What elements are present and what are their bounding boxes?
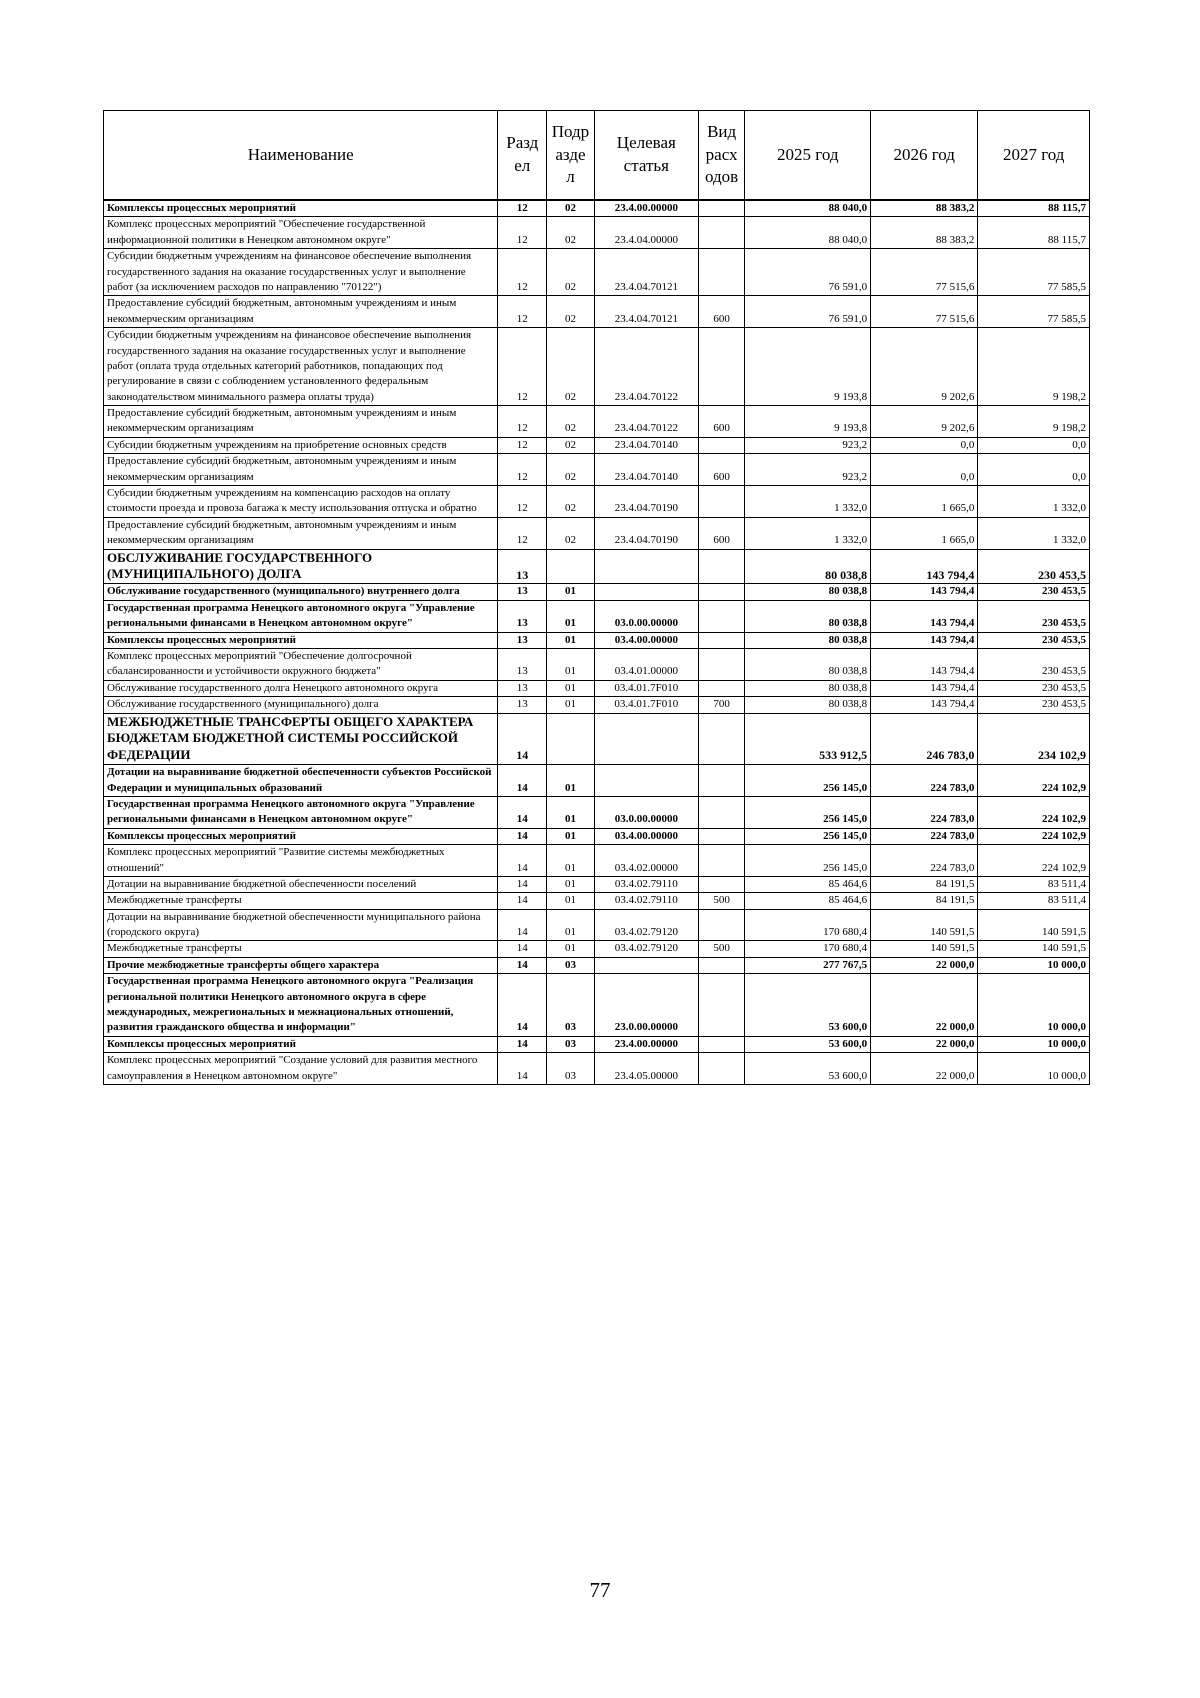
cell-expense-type <box>698 765 745 797</box>
cell-2025: 88 040,0 <box>745 200 871 217</box>
cell-2026: 88 383,2 <box>871 200 978 217</box>
cell-section: 14 <box>498 1036 547 1052</box>
cell-name: Комплексы процессных мероприятий <box>104 632 498 648</box>
cell-expense-type <box>698 600 745 632</box>
cell-name: Комплексы процессных мероприятий <box>104 828 498 844</box>
cell-2027: 230 453,5 <box>978 648 1090 680</box>
cell-2025: 76 591,0 <box>745 296 871 328</box>
cell-2025: 9 193,8 <box>745 406 871 438</box>
cell-name: Обслуживание государственного долга Ненецкого автономного округа <box>104 680 498 696</box>
cell-name: Комплекс процессных мероприятий "Создание условий для развития местного самоуправления в Ненецком автономном округе" <box>104 1053 498 1085</box>
cell-2026: 84 191,5 <box>871 876 978 892</box>
cell-section: 14 <box>498 845 547 877</box>
cell-subsection: 03 <box>547 1053 595 1085</box>
cell-2025: 256 145,0 <box>745 845 871 877</box>
cell-name: Предоставление субсидий бюджетным, автономным учреждениям и иным некоммерческим организациям <box>104 517 498 549</box>
cell-2026: 224 783,0 <box>871 796 978 828</box>
cell-2027: 230 453,5 <box>978 632 1090 648</box>
cell-2027: 1 332,0 <box>978 517 1090 549</box>
cell-subsection: 01 <box>547 680 595 696</box>
cell-2026: 84 191,5 <box>871 893 978 909</box>
cell-2026: 140 591,5 <box>871 909 978 941</box>
cell-2027: 0,0 <box>978 437 1090 453</box>
cell-name: ОБСЛУЖИВАНИЕ ГОСУДАРСТВЕННОГО (МУНИЦИПАЛЬНОГО) ДОЛГА <box>104 549 498 584</box>
cell-name: Комплексы процессных мероприятий <box>104 200 498 217</box>
cell-name: Предоставление субсидий бюджетным, автономным учреждениям и иным некоммерческим организациям <box>104 454 498 486</box>
cell-2026: 77 515,6 <box>871 296 978 328</box>
cell-2027: 140 591,5 <box>978 909 1090 941</box>
cell-2025: 53 600,0 <box>745 974 871 1037</box>
cell-section: 12 <box>498 296 547 328</box>
cell-expense-type <box>698 328 745 406</box>
cell-subsection: 02 <box>547 406 595 438</box>
table-row <box>104 828 1090 844</box>
table-row <box>104 549 1090 584</box>
cell-2025: 256 145,0 <box>745 796 871 828</box>
cell-2025: 170 680,4 <box>745 941 871 957</box>
cell-target-article: 23.0.00.00000 <box>594 974 698 1037</box>
cell-name: Субсидии бюджетным учреждениям на финансовое обеспечение выполнения государственного задания на оказание государственных услуг и выполнение работ (за исключением расходов по направлению "70122") <box>104 249 498 296</box>
table-row <box>104 893 1090 909</box>
cell-2026: 1 665,0 <box>871 486 978 518</box>
table-row <box>104 680 1090 696</box>
cell-2027: 224 102,9 <box>978 828 1090 844</box>
cell-2027: 88 115,7 <box>978 200 1090 217</box>
cell-2025: 80 038,8 <box>745 549 871 584</box>
cell-2027: 224 102,9 <box>978 765 1090 797</box>
cell-2026: 143 794,4 <box>871 600 978 632</box>
cell-section: 14 <box>498 713 547 765</box>
table-row <box>104 328 1090 406</box>
cell-2026: 9 202,6 <box>871 406 978 438</box>
cell-target-article: 23.4.04.70190 <box>594 517 698 549</box>
cell-2025: 80 038,8 <box>745 600 871 632</box>
table-row <box>104 486 1090 518</box>
cell-name: Обслуживание государственного (муниципального) долга <box>104 697 498 713</box>
cell-target-article: 03.0.00.00000 <box>594 600 698 632</box>
cell-2027: 10 000,0 <box>978 974 1090 1037</box>
cell-target-article: 23.4.04.70190 <box>594 486 698 518</box>
cell-expense-type <box>698 1036 745 1052</box>
cell-target-article: 03.4.01.7F010 <box>594 680 698 696</box>
table-row <box>104 584 1090 600</box>
cell-2027: 230 453,5 <box>978 600 1090 632</box>
cell-2027: 9 198,2 <box>978 406 1090 438</box>
table-row <box>104 517 1090 549</box>
cell-target-article: 03.4.00.00000 <box>594 632 698 648</box>
table-row <box>104 941 1090 957</box>
cell-name: Прочие межбюджетные трансферты общего характера <box>104 957 498 973</box>
cell-subsection: 01 <box>547 893 595 909</box>
cell-subsection <box>547 549 595 584</box>
cell-section: 14 <box>498 796 547 828</box>
cell-subsection: 02 <box>547 437 595 453</box>
cell-name: Межбюджетные трансферты <box>104 941 498 957</box>
table-row <box>104 600 1090 632</box>
cell-2027: 77 585,5 <box>978 296 1090 328</box>
cell-subsection: 02 <box>547 200 595 217</box>
cell-section: 14 <box>498 957 547 973</box>
cell-subsection: 03 <box>547 1036 595 1052</box>
cell-2027: 1 332,0 <box>978 486 1090 518</box>
cell-section: 12 <box>498 249 547 296</box>
cell-expense-type <box>698 249 745 296</box>
cell-2026: 143 794,4 <box>871 648 978 680</box>
cell-name: Дотации на выравнивание бюджетной обеспеченности субъектов Российской Федерации и муниципальных образований <box>104 765 498 797</box>
cell-expense-type <box>698 217 745 249</box>
cell-2026: 143 794,4 <box>871 584 978 600</box>
table-row <box>104 909 1090 941</box>
cell-2025: 80 038,8 <box>745 697 871 713</box>
cell-2026: 143 794,4 <box>871 680 978 696</box>
cell-2027: 230 453,5 <box>978 549 1090 584</box>
cell-expense-type: 600 <box>698 454 745 486</box>
cell-section: 14 <box>498 941 547 957</box>
cell-expense-type <box>698 632 745 648</box>
cell-name: Комплексы процессных мероприятий <box>104 1036 498 1052</box>
cell-2025: 80 038,8 <box>745 632 871 648</box>
cell-expense-type <box>698 648 745 680</box>
header-expense-type: Вид расх одов <box>698 111 745 201</box>
cell-target-article: 23.4.00.00000 <box>594 200 698 217</box>
cell-section: 14 <box>498 1053 547 1085</box>
cell-name: МЕЖБЮДЖЕТНЫЕ ТРАНСФЕРТЫ ОБЩЕГО ХАРАКТЕРА БЮДЖЕТАМ БЮДЖЕТНОЙ СИСТЕМЫ РОССИЙСКОЙ ФЕДЕРАЦИИ <box>104 713 498 765</box>
cell-subsection: 01 <box>547 600 595 632</box>
table-row <box>104 765 1090 797</box>
cell-target-article: 23.4.04.70121 <box>594 296 698 328</box>
cell-2027: 230 453,5 <box>978 697 1090 713</box>
cell-subsection: 01 <box>547 941 595 957</box>
table-row <box>104 296 1090 328</box>
table-body <box>104 200 1090 1084</box>
cell-2025: 53 600,0 <box>745 1036 871 1052</box>
cell-target-article: 03.0.00.00000 <box>594 796 698 828</box>
table-row <box>104 1036 1090 1052</box>
cell-2027: 10 000,0 <box>978 1053 1090 1085</box>
table-row <box>104 406 1090 438</box>
cell-target-article: 03.4.02.79110 <box>594 893 698 909</box>
cell-subsection: 02 <box>547 486 595 518</box>
table-row <box>104 876 1090 892</box>
cell-expense-type <box>698 909 745 941</box>
cell-2025: 256 145,0 <box>745 828 871 844</box>
cell-subsection: 02 <box>547 517 595 549</box>
table-row <box>104 845 1090 877</box>
cell-section: 12 <box>498 328 547 406</box>
cell-2025: 85 464,6 <box>745 876 871 892</box>
cell-subsection: 01 <box>547 845 595 877</box>
cell-2025: 80 038,8 <box>745 648 871 680</box>
cell-2025: 256 145,0 <box>745 765 871 797</box>
cell-subsection: 01 <box>547 909 595 941</box>
header-2025: 2025 год <box>745 111 871 201</box>
cell-target-article <box>594 549 698 584</box>
cell-2027: 224 102,9 <box>978 845 1090 877</box>
cell-target-article <box>594 957 698 973</box>
cell-section: 13 <box>498 632 547 648</box>
cell-subsection: 02 <box>547 249 595 296</box>
table-row <box>104 437 1090 453</box>
cell-2026: 246 783,0 <box>871 713 978 765</box>
cell-2027: 10 000,0 <box>978 957 1090 973</box>
cell-section: 13 <box>498 600 547 632</box>
table-row <box>104 454 1090 486</box>
cell-2025: 80 038,8 <box>745 584 871 600</box>
cell-2025: 170 680,4 <box>745 909 871 941</box>
cell-subsection: 01 <box>547 796 595 828</box>
cell-target-article: 23.4.04.00000 <box>594 217 698 249</box>
cell-expense-type <box>698 876 745 892</box>
cell-section: 14 <box>498 909 547 941</box>
table-row <box>104 249 1090 296</box>
cell-2026: 143 794,4 <box>871 697 978 713</box>
cell-expense-type <box>698 828 745 844</box>
header-2027: 2027 год <box>978 111 1090 201</box>
cell-2025: 923,2 <box>745 437 871 453</box>
table-row <box>104 1053 1090 1085</box>
cell-name: Комплекс процессных мероприятий "Обеспечение долгосрочной сбалансированности и устойчивости окружного бюджета" <box>104 648 498 680</box>
cell-2027: 83 511,4 <box>978 893 1090 909</box>
cell-name: Межбюджетные трансферты <box>104 893 498 909</box>
cell-section: 12 <box>498 217 547 249</box>
cell-target-article: 03.4.02.79120 <box>594 909 698 941</box>
cell-expense-type <box>698 957 745 973</box>
cell-2026: 0,0 <box>871 454 978 486</box>
header-section: Разд ел <box>498 111 547 201</box>
cell-expense-type: 600 <box>698 406 745 438</box>
cell-section: 14 <box>498 765 547 797</box>
cell-target-article: 23.4.04.70122 <box>594 328 698 406</box>
cell-2025: 9 193,8 <box>745 328 871 406</box>
cell-2027: 88 115,7 <box>978 217 1090 249</box>
cell-subsection: 01 <box>547 765 595 797</box>
cell-name: Субсидии бюджетным учреждениям на компенсацию расходов на оплату стоимости проезда и провоза багажа к месту использования отпуска и обратно <box>104 486 498 518</box>
cell-expense-type <box>698 845 745 877</box>
cell-2027: 83 511,4 <box>978 876 1090 892</box>
cell-name: Обслуживание государственного (муниципального) внутреннего долга <box>104 584 498 600</box>
table-row <box>104 697 1090 713</box>
cell-2026: 22 000,0 <box>871 957 978 973</box>
cell-name: Субсидии бюджетным учреждениям на финансовое обеспечение выполнения государственного задания на оказание государственных услуг и выполнение работ (оплата труда отдельных категорий работников, попадающих под регулирование в связи с соблюдением установленного федеральным законодательством минимального размера оплаты труда) <box>104 328 498 406</box>
cell-2025: 533 912,5 <box>745 713 871 765</box>
cell-2027: 0,0 <box>978 454 1090 486</box>
cell-expense-type <box>698 974 745 1037</box>
table-row <box>104 713 1090 765</box>
cell-expense-type <box>698 200 745 217</box>
cell-target-article: 23.4.04.70140 <box>594 437 698 453</box>
table-header-row <box>104 111 1090 201</box>
table-row <box>104 648 1090 680</box>
cell-name: Государственная программа Ненецкого автономного округа "Управление региональными финансами в Ненецком автономном округе" <box>104 796 498 828</box>
table-row <box>104 957 1090 973</box>
cell-section: 13 <box>498 697 547 713</box>
cell-target-article: 03.4.02.79120 <box>594 941 698 957</box>
cell-2026: 143 794,4 <box>871 549 978 584</box>
cell-2026: 224 783,0 <box>871 828 978 844</box>
cell-2026: 224 783,0 <box>871 765 978 797</box>
cell-expense-type <box>698 549 745 584</box>
cell-section: 13 <box>498 584 547 600</box>
cell-expense-type: 700 <box>698 697 745 713</box>
cell-2027: 9 198,2 <box>978 328 1090 406</box>
cell-target-article: 23.4.04.70121 <box>594 249 698 296</box>
cell-subsection: 03 <box>547 974 595 1037</box>
cell-name: Предоставление субсидий бюджетным, автономным учреждениям и иным некоммерческим организациям <box>104 296 498 328</box>
cell-2026: 22 000,0 <box>871 1036 978 1052</box>
cell-2026: 77 515,6 <box>871 249 978 296</box>
cell-section: 12 <box>498 517 547 549</box>
table-row <box>104 632 1090 648</box>
cell-name: Дотации на выравнивание бюджетной обеспеченности муниципального района (городского округа) <box>104 909 498 941</box>
cell-2027: 77 585,5 <box>978 249 1090 296</box>
cell-2025: 76 591,0 <box>745 249 871 296</box>
cell-2027: 10 000,0 <box>978 1036 1090 1052</box>
cell-2027: 234 102,9 <box>978 713 1090 765</box>
cell-section: 14 <box>498 974 547 1037</box>
cell-subsection: 01 <box>547 632 595 648</box>
cell-expense-type <box>698 796 745 828</box>
cell-2026: 224 783,0 <box>871 845 978 877</box>
budget-page <box>103 110 1090 1085</box>
cell-target-article: 23.4.04.70122 <box>594 406 698 438</box>
cell-target-article: 23.4.04.70140 <box>594 454 698 486</box>
cell-subsection: 01 <box>547 828 595 844</box>
cell-2026: 140 591,5 <box>871 941 978 957</box>
page-number: 77 <box>589 1578 611 1602</box>
cell-name: Субсидии бюджетным учреждениям на приобретение основных средств <box>104 437 498 453</box>
cell-name: Государственная программа Ненецкого автономного округа "Управление региональными финансами в Ненецком автономном округе" <box>104 600 498 632</box>
cell-subsection: 01 <box>547 697 595 713</box>
cell-name: Комплекс процессных мероприятий "Обеспечение государственной информационной политики в Ненецком автономном округе" <box>104 217 498 249</box>
cell-2026: 22 000,0 <box>871 974 978 1037</box>
cell-subsection: 02 <box>547 217 595 249</box>
cell-expense-type <box>698 486 745 518</box>
cell-target-article: 23.4.00.00000 <box>594 1036 698 1052</box>
budget-table <box>103 110 1090 1085</box>
cell-2026: 22 000,0 <box>871 1053 978 1085</box>
cell-2027: 140 591,5 <box>978 941 1090 957</box>
cell-2025: 88 040,0 <box>745 217 871 249</box>
cell-target-article: 03.4.02.00000 <box>594 845 698 877</box>
cell-expense-type <box>698 437 745 453</box>
cell-section: 12 <box>498 200 547 217</box>
cell-expense-type: 500 <box>698 941 745 957</box>
header-name: Наименование <box>104 111 498 201</box>
cell-name: Комплекс процессных мероприятий "Развитие системы межбюджетных отношений" <box>104 845 498 877</box>
cell-2026: 143 794,4 <box>871 632 978 648</box>
cell-subsection: 01 <box>547 876 595 892</box>
cell-section: 14 <box>498 893 547 909</box>
cell-subsection: 01 <box>547 584 595 600</box>
cell-section: 13 <box>498 648 547 680</box>
cell-target-article <box>594 765 698 797</box>
cell-target-article: 03.4.00.00000 <box>594 828 698 844</box>
cell-section: 13 <box>498 549 547 584</box>
cell-expense-type <box>698 713 745 765</box>
cell-section: 14 <box>498 828 547 844</box>
cell-target-article <box>594 713 698 765</box>
cell-subsection: 02 <box>547 328 595 406</box>
cell-2026: 9 202,6 <box>871 328 978 406</box>
cell-subsection: 01 <box>547 648 595 680</box>
cell-2027: 230 453,5 <box>978 584 1090 600</box>
cell-section: 12 <box>498 406 547 438</box>
cell-expense-type <box>698 680 745 696</box>
cell-target-article <box>594 584 698 600</box>
table-row <box>104 796 1090 828</box>
cell-2027: 224 102,9 <box>978 796 1090 828</box>
cell-2025: 1 332,0 <box>745 517 871 549</box>
cell-expense-type: 600 <box>698 296 745 328</box>
cell-expense-type: 500 <box>698 893 745 909</box>
cell-section: 12 <box>498 437 547 453</box>
cell-name: Дотации на выравнивание бюджетной обеспеченности поселений <box>104 876 498 892</box>
header-2026: 2026 год <box>871 111 978 201</box>
cell-target-article: 23.4.05.00000 <box>594 1053 698 1085</box>
cell-2025: 1 332,0 <box>745 486 871 518</box>
cell-section: 12 <box>498 454 547 486</box>
table-row <box>104 217 1090 249</box>
cell-subsection <box>547 713 595 765</box>
cell-expense-type <box>698 1053 745 1085</box>
cell-target-article: 03.4.01.7F010 <box>594 697 698 713</box>
cell-2025: 277 767,5 <box>745 957 871 973</box>
cell-subsection: 03 <box>547 957 595 973</box>
cell-2026: 1 665,0 <box>871 517 978 549</box>
header-subsection: Подр азде л <box>547 111 595 201</box>
header-target-article: Целевая статья <box>594 111 698 201</box>
cell-subsection: 02 <box>547 454 595 486</box>
table-row <box>104 200 1090 217</box>
cell-name: Предоставление субсидий бюджетным, автономным учреждениям и иным некоммерческим организациям <box>104 406 498 438</box>
cell-2025: 85 464,6 <box>745 893 871 909</box>
cell-2027: 230 453,5 <box>978 680 1090 696</box>
cell-2026: 88 383,2 <box>871 217 978 249</box>
cell-2025: 923,2 <box>745 454 871 486</box>
cell-2025: 53 600,0 <box>745 1053 871 1085</box>
cell-section: 14 <box>498 876 547 892</box>
cell-target-article: 03.4.02.79110 <box>594 876 698 892</box>
cell-section: 12 <box>498 486 547 518</box>
cell-target-article: 03.4.01.00000 <box>594 648 698 680</box>
cell-2025: 80 038,8 <box>745 680 871 696</box>
cell-subsection: 02 <box>547 296 595 328</box>
cell-section: 13 <box>498 680 547 696</box>
cell-expense-type: 600 <box>698 517 745 549</box>
table-row <box>104 974 1090 1037</box>
cell-2026: 0,0 <box>871 437 978 453</box>
cell-expense-type <box>698 584 745 600</box>
cell-name: Государственная программа Ненецкого автономного округа "Реализация региональной политики Ненецкого автономного округа в сфере международных, межрегиональных и межнациональных отношений, развития гражданского общества и информации" <box>104 974 498 1037</box>
